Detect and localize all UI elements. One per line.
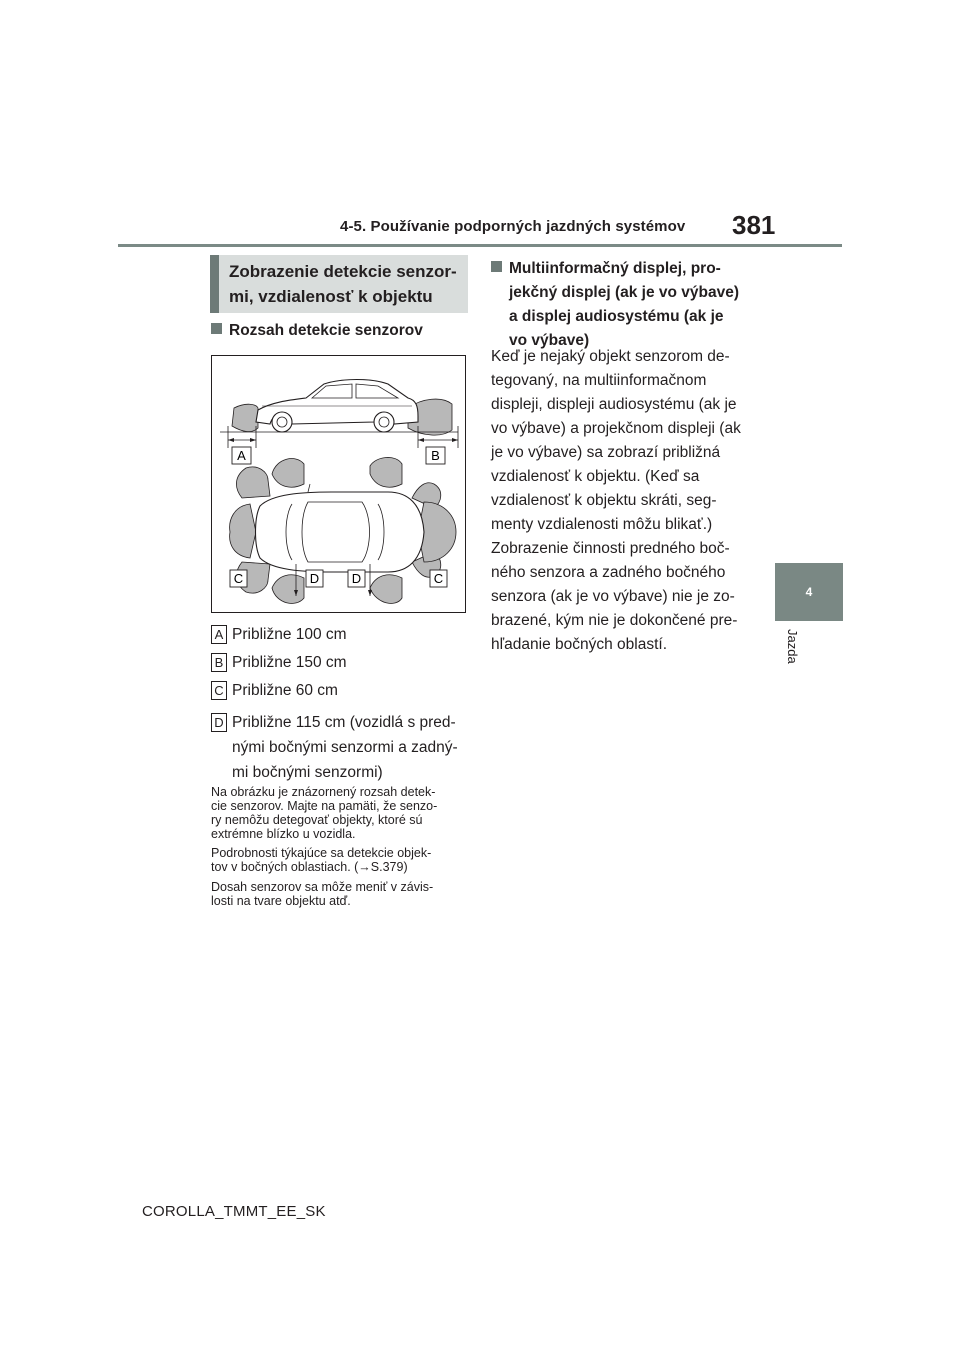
legend-key-d: D — [211, 713, 227, 732]
note-side-areas — [211, 846, 473, 874]
paragraph-line: je vo výbave) sa zobrazí približná — [491, 444, 721, 461]
legend-item-b — [211, 650, 347, 675]
display-heading-line: a displej audiosystému (ak je — [509, 308, 724, 325]
paragraph-line: hľadanie bočných oblastí. — [491, 636, 668, 653]
legend-item-d — [211, 710, 458, 785]
paragraph-line: ného senzora a zadného bočného — [491, 564, 726, 581]
note-range-line: cie senzorov. Majte na pamäti, že senzo- — [211, 799, 438, 813]
paragraph-line: vzdialenosť k objektu. (Keď sa — [491, 468, 700, 485]
figure-label-d-left: D — [309, 571, 320, 586]
legend-key-b: B — [211, 653, 227, 672]
legend-text-d-line3: mi bočnými senzormi) — [232, 764, 383, 781]
page-number: 381 — [732, 210, 776, 240]
note-side-line: tov v bočných oblastiach. (→S.379) — [211, 860, 408, 874]
legend-text-a: Približne 100 cm — [232, 626, 347, 643]
paragraph-line: displeji, displeji audiosystému (ak je — [491, 396, 737, 413]
note-shape-line: losti na tvare objektu atď. — [211, 894, 351, 908]
figure-label-c-right: C — [433, 571, 444, 586]
note-shape-line: Dosah senzorov sa môže meniť v závis- — [211, 880, 434, 894]
paragraph-line: menty vzdialenosti môžu blikať.) — [491, 516, 713, 533]
legend-text-b: Približne 150 cm — [232, 654, 347, 671]
header-rule — [118, 244, 842, 247]
note-range-line: extrémne blízko u vozidla. — [211, 827, 356, 841]
sensor-range-diagram — [212, 356, 465, 612]
footer-code: COROLLA_TMMT_EE_SK — [142, 1203, 326, 1220]
chapter-label — [778, 625, 806, 685]
display-heading-line: jekčný displej (ak je vo výbave) — [509, 284, 740, 301]
chapter-tab: 4 — [775, 563, 843, 621]
running-header-title: 4-5. Používanie podporných jazdných systémov — [340, 218, 686, 235]
legend-text-c: Približne 60 cm — [232, 682, 338, 699]
figure-label-d-right: D — [351, 571, 362, 586]
paragraph-line: Keď je nejaký objekt senzorom de- — [491, 348, 730, 365]
display-heading-line: vo výbave) — [509, 332, 590, 349]
note-range-line: ry nemôžu detegovať objekty, ktoré sú — [211, 813, 423, 827]
legend-key-a: A — [211, 625, 227, 644]
legend-item-a — [211, 622, 347, 647]
detection-range-heading — [211, 319, 423, 343]
paragraph-line: vo výbave) a projekčnom displeji (ak — [491, 420, 741, 437]
section-title-line2: mi, vzdialenosť k objektu — [229, 287, 433, 306]
paragraph-line: brazené, kým nie je dokončené pre- — [491, 612, 738, 629]
paragraph-line: tegovaný, na multiinformačnom — [491, 372, 707, 389]
figure-label-b: B — [431, 448, 440, 463]
figure-label-c-left: C — [233, 571, 244, 586]
legend-item-c — [211, 678, 338, 703]
legend-text-d-line1: Približne 115 cm (vozidlá s pred- — [232, 714, 456, 731]
paragraph-side-sensor — [491, 537, 761, 657]
paragraph-line: vzdialenosť k objektu skráti, seg- — [491, 492, 717, 509]
square-bullet-icon — [491, 261, 502, 272]
figure-label-a: A — [237, 448, 246, 463]
square-bullet-icon — [211, 323, 222, 334]
section-title-box — [210, 255, 468, 313]
note-object-shape — [211, 880, 473, 908]
note-range — [211, 785, 473, 841]
note-side-line: Podrobnosti týkajúce sa detekcie objek- — [211, 846, 432, 860]
detection-range-heading-text: Rozsah detekcie senzorov — [229, 322, 423, 339]
note-range-line: Na obrázku je znázornený rozsah detek- — [211, 785, 436, 799]
paragraph-distance-display — [491, 345, 761, 537]
legend-key-c: C — [211, 681, 227, 700]
display-heading-line: Multiinformačný displej, pro- — [509, 260, 721, 277]
paragraph-line: senzora (ak je vo výbave) nie je zo- — [491, 588, 735, 605]
display-heading — [491, 257, 761, 353]
legend-text-d-line2: nými bočnými senzormi a zadný- — [232, 739, 458, 756]
sensor-range-figure — [211, 355, 466, 613]
paragraph-line: Zobrazenie činnosti predného boč- — [491, 540, 730, 557]
chapter-label-text: Jazda — [785, 629, 800, 664]
section-title-line1: Zobrazenie detekcie senzor- — [229, 262, 457, 281]
